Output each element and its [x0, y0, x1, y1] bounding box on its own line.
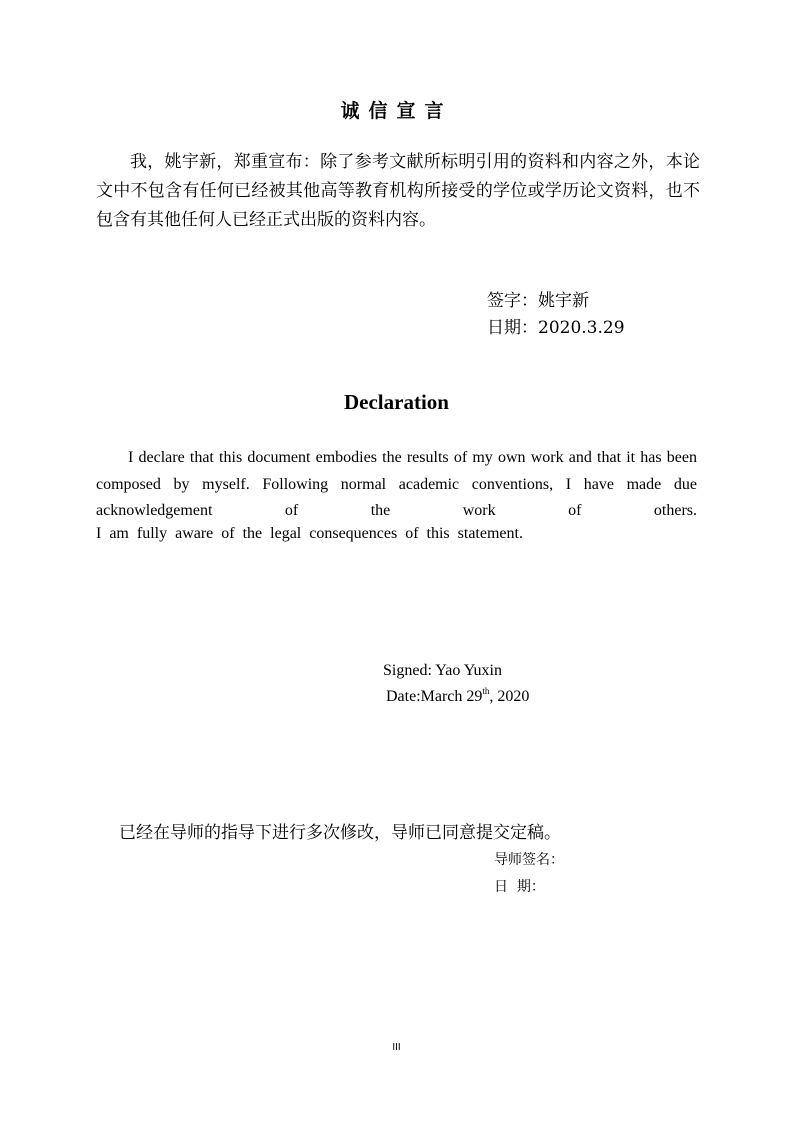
advisor-date-label: 日 期： — [494, 879, 545, 895]
page-number: III — [392, 1042, 401, 1053]
english-date — [386, 685, 530, 706]
english-date-prefix: Date:March 29 — [386, 688, 483, 705]
english-date-ordinal: th — [482, 685, 490, 696]
english-signature: Signed: Yao Yuxin — [383, 662, 502, 679]
chinese-title: 诚信宣言 — [340, 100, 453, 122]
advisor-signature-label: 导师签名： — [494, 852, 564, 868]
english-declaration-last-line: I am fully aware of the legal consequences of this statement. — [96, 525, 523, 542]
chinese-signature: 签字：姚宇新 — [487, 291, 589, 311]
chinese-declaration-body: 我，姚宇新，郑重宣布：除了参考文献所标明引用的资料和内容之外，本论文中不包含有任何已经被其他高等教育机构所接受的学位或学历论文资料，也不包含有其他任何人已经正式出版的资料内容。 — [96, 152, 700, 230]
english-declaration-body: I declare that this document embodies the results of my own work and that it has been composed by myself. Following normal academic conventions, I have made due acknowledgement of the work of others. — [96, 449, 697, 519]
english-date-year: , 2020 — [489, 688, 530, 705]
english-title: Declaration — [344, 390, 449, 414]
advisor-note: 已经在导师的指导下进行多次修改，导师已同意提交定稿。 — [119, 823, 561, 843]
chinese-date: 日期：2020.3.29 — [487, 318, 625, 338]
